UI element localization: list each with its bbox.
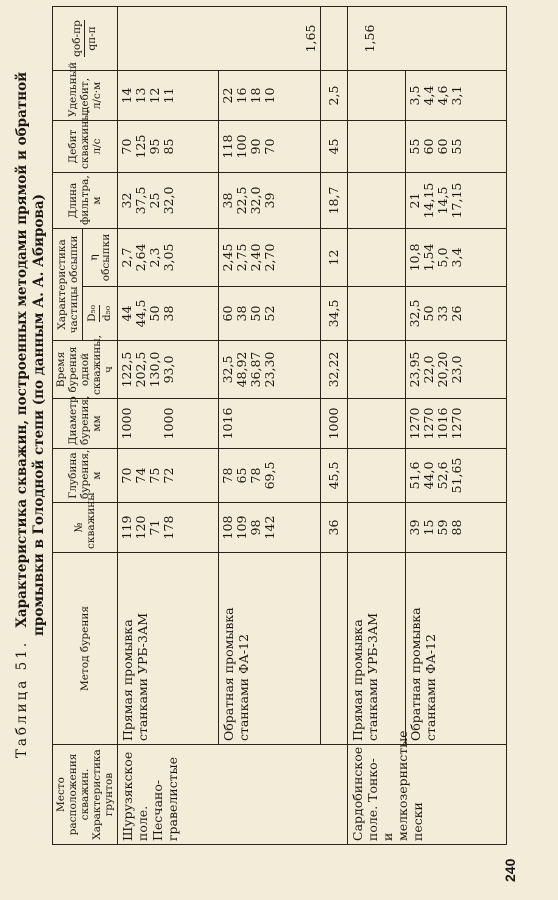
section1-group2-debit: 118 100 90 70 — [219, 121, 320, 173]
section1-group1-diameter: 1000 1000 — [118, 399, 219, 449]
coef-fraction — [71, 20, 99, 57]
header-location: Место расположения скважин. Характеристика грунтов — [53, 745, 118, 845]
header-specific-debit: Удельный дебит, л/с·м — [53, 71, 118, 121]
section2-group1-specific-debit — [347, 71, 405, 121]
section2-group1-eta — [347, 229, 405, 287]
section1-summary-wells: 36 — [320, 503, 347, 553]
section1-summary-time: 32,22 — [320, 341, 347, 399]
header-d-ratio — [83, 287, 118, 341]
section1-group2-d-ratio: 60 38 50 52 — [219, 287, 320, 341]
section2-group1-d-ratio — [347, 287, 405, 341]
section1-group2-method: Обратная промывка станками ФА-12 — [219, 553, 320, 745]
section1-summary-eta: 12 — [320, 229, 347, 287]
section2-coefficient: 1,56 — [347, 7, 506, 71]
section1-group1-d-ratio: 44 44,5 50 38 — [118, 287, 219, 341]
header-particles: Характеристика частицы обсыпки — [53, 229, 83, 341]
section1-group1-time: 122,5 202,5 130,0 93,0 — [118, 341, 219, 399]
section1-summary-debit: 45 — [320, 121, 347, 173]
section1-summary-d-ratio: 34,5 — [320, 287, 347, 341]
header-debit: Дебит скважины, л/с — [53, 121, 118, 173]
section1-summary-specific-debit: 2,5 — [320, 71, 347, 121]
section2-group2-debit: 55 60 60 55 — [405, 121, 506, 173]
eta-top: η — [88, 254, 101, 261]
section1-summary-filter-length: 18,7 — [320, 173, 347, 229]
section2-group2-method: Обратная промывка станками ФА-12 — [405, 553, 506, 745]
wells-table — [52, 6, 507, 845]
section1-group1-wells: 119 120 71 178 — [118, 503, 219, 553]
section1-group1-eta: 2,7 2,64 2,3 3,05 — [118, 229, 219, 287]
section2-group2-d-ratio: 32,5 50 33 26 — [405, 287, 506, 341]
table-title — [14, 50, 48, 780]
section1-group2-depth: 78 65 78 69,5 — [219, 449, 320, 503]
section2-group2-eta: 10,8 1,54 5,0 3,4 — [405, 229, 506, 287]
section1-summary-row — [320, 7, 347, 845]
section2-group1-diameter — [347, 399, 405, 449]
section1-coefficient: 1,65 — [118, 7, 321, 71]
section2-group2-time: 23,95 22,0 20,20 23,0 — [405, 341, 506, 399]
header-row — [53, 7, 83, 845]
header-filter-length: Длина фильтра, м — [53, 173, 118, 229]
section2-group2-wells: 39 15 59 88 — [405, 503, 506, 553]
section1-group1-filter-length: 32 37,5 25 32,0 — [118, 173, 219, 229]
section2-group1-depth — [347, 449, 405, 503]
section1-group2-wells: 108 109 98 142 — [219, 503, 320, 553]
section1-group1-specific-debit: 14 13 12 11 — [118, 71, 219, 121]
header-eta — [83, 229, 118, 287]
eta-bottom: обсыпки — [100, 233, 113, 282]
section1-summary-method — [320, 553, 347, 745]
section2-group2-diameter: 1270 1270 1016 1270 — [405, 399, 506, 449]
section1-group2-diameter: 1016 — [219, 399, 320, 449]
coef-top: qоб-пр — [71, 20, 83, 57]
section1-group2-row — [219, 7, 320, 845]
header-depth: Глубина бурения, м — [53, 449, 118, 503]
section1-group2-eta: 2,45 2,75 2,40 2,70 — [219, 229, 320, 287]
section2-group1-debit — [347, 121, 405, 173]
section2-group1-filter-length — [347, 173, 405, 229]
table-label: Таблица 51. — [14, 639, 30, 759]
header-coefficient — [53, 7, 118, 71]
section2-group2-specific-debit: 3,5 4,4 4,6 3,1 — [405, 71, 506, 121]
section1-group1-depth: 70 74 75 72 — [118, 449, 219, 503]
section1-group2-specific-debit: 22 16 18 10 — [219, 71, 320, 121]
section1-group2-time: 32,5 48,92 36,87 23,30 — [219, 341, 320, 399]
section2-group1-wells — [347, 503, 405, 553]
section1-location: Шурузякское поле. Песчано-гравелистые — [118, 745, 348, 845]
section2-group2-row — [405, 7, 506, 845]
section2-group2-filter-length: 21 14,15 14,5 17,15 — [405, 173, 506, 229]
header-diameter: Диаметр бурения, мм — [53, 399, 118, 449]
section1-group1-debit: 70 125 95 85 — [118, 121, 219, 173]
section1-summary-depth: 45,5 — [320, 449, 347, 503]
section1-group2-filter-length: 38 22,5 32,0 39 — [219, 173, 320, 229]
table-caption: Характеристика скважин, построенных методами прямой и обратной промывки в Голодной степи (по данным А. А. Абирова) — [14, 71, 47, 636]
section1-summary-coef-blank — [320, 7, 347, 71]
section2-group2-depth: 51,6 44,0 52,6 51,65 — [405, 449, 506, 503]
header-method: Метод бурения — [53, 553, 118, 745]
page-number: 240 — [502, 858, 518, 882]
section2-location: Сардобинское поле. Тонко- и мелкозернистые пески — [347, 745, 506, 845]
header-well-no: № скважины — [53, 503, 118, 553]
d-ratio-top: D₅₀ — [86, 305, 99, 322]
d-ratio-bottom: d₅₀ — [101, 305, 114, 322]
d-ratio-fraction — [86, 305, 114, 322]
section2-group1-time — [347, 341, 405, 399]
section1-summary-diameter: 1000 — [320, 399, 347, 449]
section2-group1-method: Прямая промывка станками УРБ-3АМ — [347, 553, 405, 745]
header-time: Время бурения одной скважины, ч — [53, 341, 118, 399]
section2-group1-row — [347, 7, 405, 845]
coef-bottom: qп-п — [84, 20, 99, 57]
section1-group1-method: Прямая промывка станками УРБ-3АМ — [118, 553, 219, 745]
section1-group1-row — [118, 7, 219, 845]
